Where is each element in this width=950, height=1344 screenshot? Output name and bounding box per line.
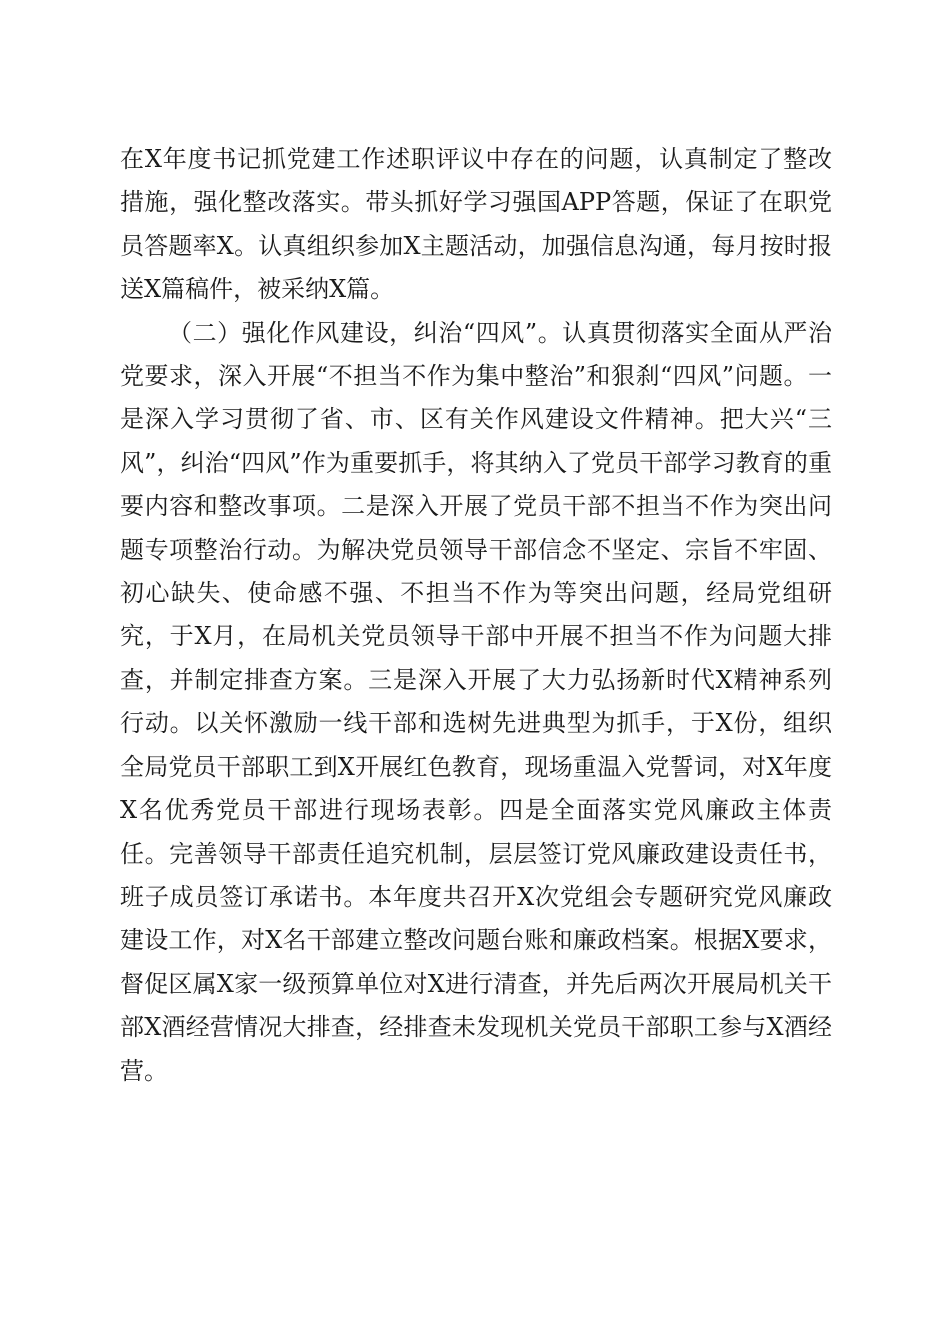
paragraph-continuation: 在X年度书记抓党建工作述职评议中存在的问题，认真制定了整改措施，强化整改落实。带头抓好学习强国APP答题，保证了在职党员答题率X。认真组织参加X主题活动，加强信息沟通，每月按时报送X篇稿件，被采纳X篇。 [120,145,832,304]
paragraph-section-two [120,312,832,1093]
section-heading: （二）强化作风建设，纠治“四风”。 [168,318,563,347]
body-text [120,138,832,1093]
section-body: 认真贯彻落实全面从严治党要求，深入开展“不担当不作为集中整治”和狠刹“四风”问题。一是深入学习贯彻了省、市、区有关作风建设文件精神。把大兴“三风”，纠治“四风”作为重要抓手，将其纳入了党员干部学习教育的重要内容和整改事项。二是深入开展了党员干部不担当不作为突出问题专项整治行动。为解决党员领导干部信念不坚定、宗旨不牢固、初心缺失、使命感不强、不担当不作为等突出问题，经局党组研究，于X月，在局机关党员领导干部中开展不担当不作为问题大排查，并制定排查方案。三是深入开展了大力弘扬新时代X精神系列行动。以关怀激励一线干部和选树先进典型为抓手，于X份，组织全局党员干部职工到X开展红色教育，现场重温入党誓词，对X年度X名优秀党员干部进行现场表彰。四是全面落实党风廉政主体责任。完善领导干部责任追究机制，层层签订党风廉政建设责任书，班子成员签订承诺书。本年度共召开X次党组会专题研究党风廉政建设工作，对X名干部建立整改问题台账和廉政档案。根据X要求，督促区属X家一级预算单位对X进行清查，并先后两次开展局机关干部X酒经营情况大排查，经排查未发现机关党员干部职工参与X酒经营。 [120,318,833,1085]
